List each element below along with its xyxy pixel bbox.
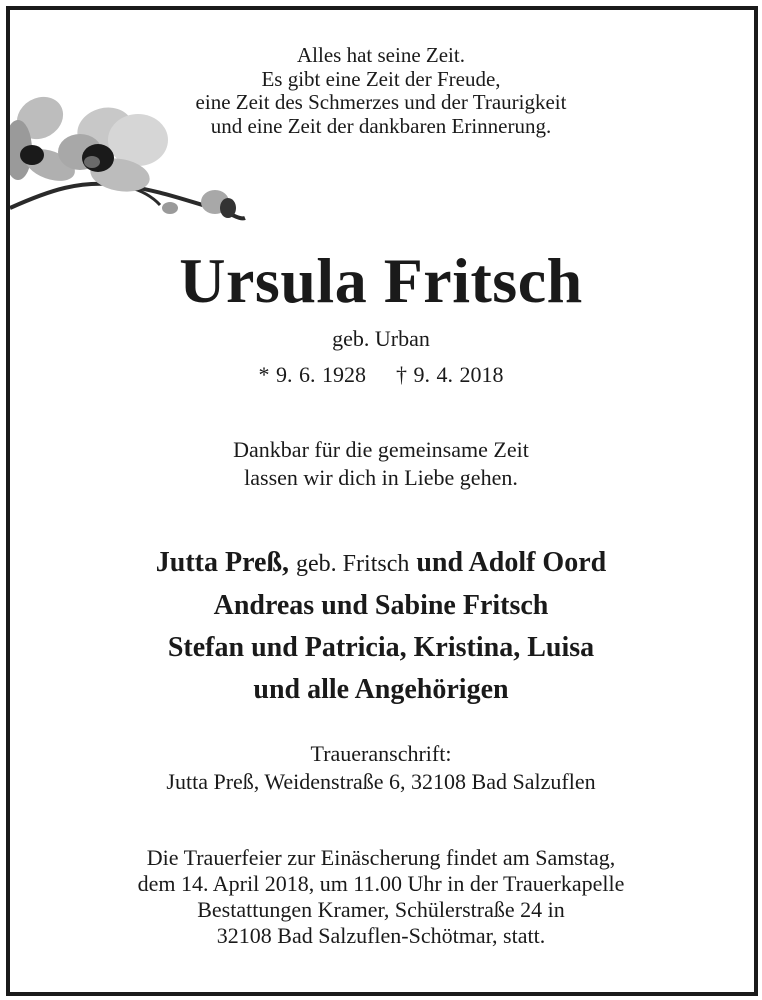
mourner-name: Jutta Preß, (155, 547, 290, 578)
thanks-line: lassen wir dich in Liebe gehen. (244, 465, 518, 490)
address-value: Jutta Preß, Weidenstraße 6, 32108 Bad Salzuflen (166, 769, 596, 794)
death-date: † 9. 4. 2018 (396, 362, 504, 387)
mourner-name: und Adolf Oord (416, 547, 607, 578)
mourning-address (0, 740, 762, 796)
mourner-line: Stefan und Patricia, Kristina, Luisa (167, 632, 595, 663)
mourners-list (0, 542, 762, 711)
service-line: Bestattungen Kramer, Schülerstraße 24 in (197, 897, 565, 922)
poem (0, 44, 762, 138)
service-line: Die Trauerfeier zur Einäscherung findet am Samstag, (146, 845, 616, 870)
funeral-service-info (0, 845, 762, 949)
deceased-name: Ursula Fritsch (179, 245, 583, 316)
mourner-line (0, 542, 762, 585)
thanks-text (0, 436, 762, 492)
service-line: dem 14. April 2018, um 11.00 Uhr in der Trauerkapelle (137, 871, 625, 896)
poem-line: und eine Zeit der dankbaren Erinnerung. (210, 113, 552, 138)
mourner-line: und alle Angehörigen (253, 674, 509, 705)
address-label: Traueranschrift: (310, 741, 452, 766)
mourner-born-name: geb. Fritsch (296, 551, 410, 577)
poem-line: eine Zeit des Schmerzes und der Traurigkeit (195, 90, 567, 114)
birth-name: geb. Urban (332, 326, 430, 351)
life-dates (0, 362, 762, 388)
mourner-line: Andreas und Sabine Fritsch (213, 590, 549, 621)
service-line: 32108 Bad Salzuflen-Schötmar, statt. (216, 923, 546, 948)
birth-date: * 9. 6. 1928 (258, 362, 366, 387)
poem-line: Es gibt eine Zeit der Freude, (261, 66, 501, 91)
poem-line: Alles hat seine Zeit. (297, 43, 465, 67)
thanks-line: Dankbar für die gemeinsame Zeit (233, 437, 529, 462)
